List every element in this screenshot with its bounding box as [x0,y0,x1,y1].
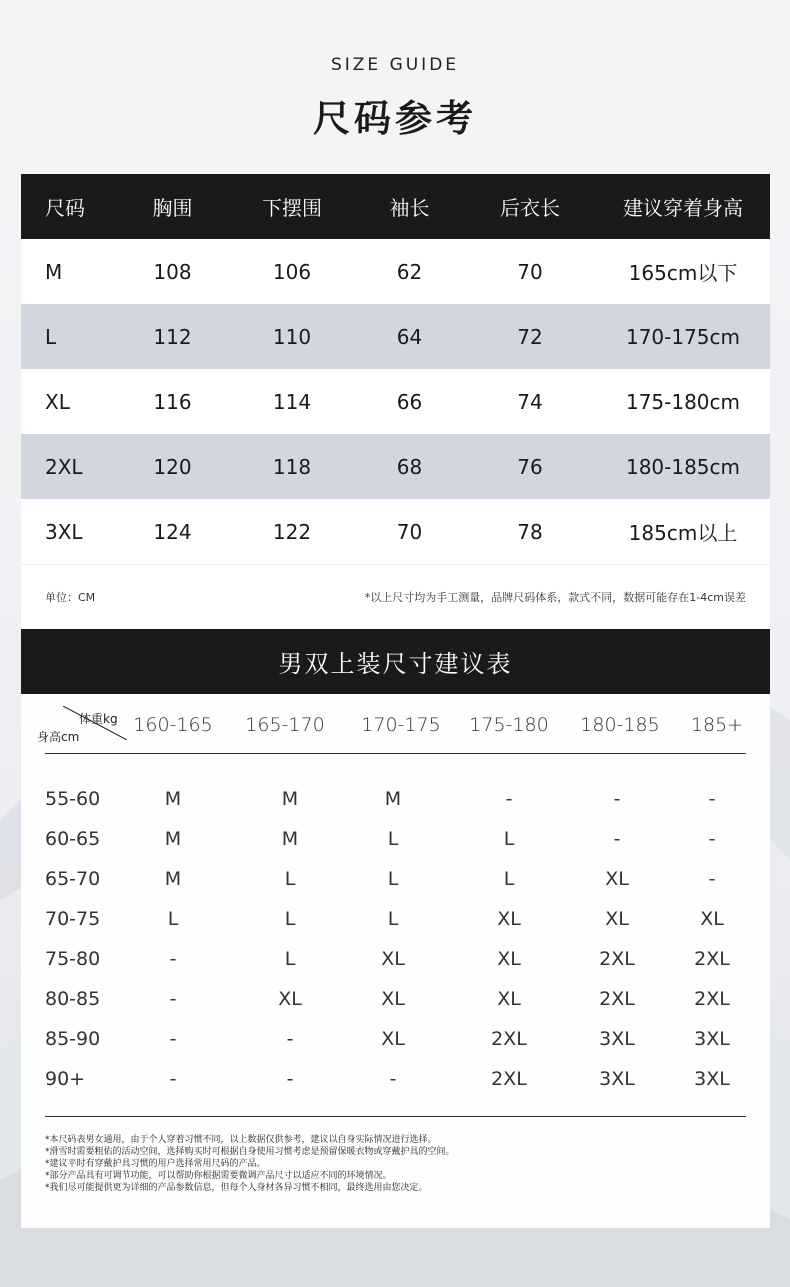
height-range-label: 90+ [45,1068,86,1090]
height-range-label: 75-80 [45,948,101,970]
recommended-size-cell: - [169,1068,177,1090]
recommended-size-cell: L [387,828,399,850]
value-cell: 68 [396,454,423,479]
value-cell: 120 [153,454,192,479]
height-range-label: 85-90 [45,1028,101,1050]
height-range-label: 80-85 [45,988,101,1010]
recommended-size-cell: XL [605,868,629,890]
fine-print-line: *本尺码表男女通用，由于个人穿着习惯不同，以上数据仅供参考，建议以自身实际情况进行选择。 [45,1135,437,1145]
value-cell: 106 [272,259,312,284]
table-row [21,908,770,948]
header-cell: 建议穿着身高 [623,196,743,220]
value-cell: 66 [396,389,423,414]
fine-print-line: *部分产品具有可调节功能，可以帮助你根据需要微调产品尺寸以适应不同的环境情况。 [45,1171,392,1181]
recommended-size-cell: L [503,868,515,890]
value-cell: 64 [396,324,423,349]
value-cell: 118 [272,454,312,479]
fine-print-line: *滑雪时需要粗佑的活动空间，选择购买时可根据自身使用习惯考虑是预留保暖衣物或穿戴护具的空间。 [45,1147,455,1157]
recommended-size-cell: - [708,868,716,890]
recommended-size-cell: XL [497,948,521,970]
value-cell: 185cm以上 [628,521,738,545]
size-chart-table [21,174,770,564]
recommended-size-cell: XL [497,988,521,1010]
recommended-size-cell: XL [381,948,405,970]
header-cell: 尺码 [45,196,85,220]
measurement-note: *以上尺寸均为手工测量，品牌尺码体系，款式不同，数据可能存在1-4cm误差 [364,591,746,604]
value-cell: 116 [153,389,192,414]
recommended-size-cell: L [387,908,399,930]
value-cell: 110 [272,324,312,349]
recommended-size-cell: 2XL [694,948,730,970]
value-cell: 62 [396,259,423,284]
fine-print [45,1134,745,1194]
height-range-label: 60-65 [45,828,101,850]
table-row [21,868,770,908]
table-row [21,369,770,434]
header-cell: 后衣长 [500,196,560,220]
size-cell: 2XL [45,454,83,479]
recommendation-title: 男双上装尺寸建议表 [21,629,770,694]
value-cell: 112 [153,324,192,349]
value-cell: 122 [272,519,312,544]
recommended-size-cell: - [613,828,621,850]
height-range-label: 55-60 [45,788,101,810]
recommended-size-cell: XL [700,908,724,930]
table-row [21,828,770,868]
height-range-label: 70-75 [45,908,101,930]
recommended-size-cell: M [281,828,299,850]
recommended-size-cell: - [708,788,716,810]
table-row [21,1028,770,1068]
weight-column-header: 170-175 [361,714,441,736]
weight-column-header: 160-165 [133,714,213,736]
recommended-size-cell: 3XL [694,1068,730,1090]
recommended-size-cell: XL [605,908,629,930]
recommendation-table [21,694,770,1228]
recommended-size-cell: XL [497,908,521,930]
recommended-size-cell: - [169,988,177,1010]
recommended-size-cell: L [503,828,515,850]
weight-column-header: 180-185 [580,714,660,736]
value-cell: 180-185cm [625,454,741,479]
size-chart-header-row [21,174,770,239]
recommended-size-cell: M [281,788,299,810]
recommended-size-cell: - [286,1028,294,1050]
table-row [21,1068,770,1108]
value-cell: 108 [153,259,192,284]
value-cell: 72 [517,324,543,349]
value-cell: 70 [517,259,543,284]
height-axis-label: 身高cm [37,730,80,744]
value-cell: 78 [517,519,543,544]
size-cell: 3XL [45,519,83,544]
recommended-size-cell: - [286,1068,294,1090]
unit-note: 单位：CM [45,591,96,604]
table-row [21,239,770,304]
fine-print-line: *建议平时有穿戴护具习惯的用户选择常用尺码的产品。 [45,1159,266,1169]
value-cell: 175-180cm [625,389,741,414]
recommended-size-cell: 3XL [694,1028,730,1050]
value-cell: 124 [153,519,192,544]
height-range-label: 65-70 [45,868,101,890]
recommended-size-cell: - [708,828,716,850]
recommended-size-cell: L [284,908,296,930]
recommended-size-cell: - [613,788,621,810]
weight-axis-label: 体重kg [79,712,118,726]
header-cell: 袖长 [389,196,430,220]
size-cell: L [45,324,57,349]
header-cell: 胸围 [152,196,193,220]
recommended-size-cell: L [387,868,399,890]
recommended-size-cell: XL [381,1028,405,1050]
recommended-size-cell: - [169,1028,177,1050]
size-cell: M [45,259,63,284]
table-row [21,988,770,1028]
recommended-size-cell: M [164,788,182,810]
weight-column-header: 175-180 [469,714,549,736]
value-cell: 170-175cm [625,324,741,349]
recommended-size-cell: M [164,868,182,890]
recommended-size-cell: L [284,948,296,970]
recommended-size-cell: 2XL [491,1068,527,1090]
recommended-size-cell: 2XL [599,948,635,970]
recommended-size-cell: 2XL [491,1028,527,1050]
recommended-size-cell: L [284,868,296,890]
recommended-size-cell: 2XL [694,988,730,1010]
recommended-size-cell: - [505,788,513,810]
value-cell: 76 [517,454,543,479]
table-row [21,434,770,499]
recommended-size-cell: XL [381,988,405,1010]
value-cell: 114 [272,389,312,414]
table-row [21,788,770,828]
recommended-size-cell: - [169,948,177,970]
value-cell: 70 [396,519,423,544]
size-chart-notes [21,565,770,629]
table-row [21,304,770,369]
header-cell: 下摆围 [262,196,322,220]
recommended-size-cell: M [384,788,402,810]
fine-print-line: *我们尽可能提供更为详细的产品参数信息，但每个人身材各异习惯不相同，最终选用由您决定。 [45,1183,428,1193]
recommended-size-cell: 3XL [599,1068,635,1090]
recommended-size-cell: L [167,908,179,930]
table-row [21,499,770,564]
table-row [21,948,770,988]
weight-column-header: 165-170 [245,714,325,736]
recommended-size-cell: - [389,1068,397,1090]
recommended-size-cell: M [164,828,182,850]
recommended-size-cell: 2XL [599,988,635,1010]
weight-column-header: 185+ [690,714,744,736]
value-cell: 74 [517,389,543,414]
header-divider [45,753,746,754]
recommended-size-cell: XL [278,988,302,1010]
page-title: 尺码参考 [313,97,477,140]
recommended-size-cell: 3XL [599,1028,635,1050]
page-subtitle: SIZE GUIDE [330,55,460,75]
size-cell: XL [45,389,70,414]
value-cell: 165cm以下 [628,261,738,285]
table-bottom-divider [45,1116,746,1117]
